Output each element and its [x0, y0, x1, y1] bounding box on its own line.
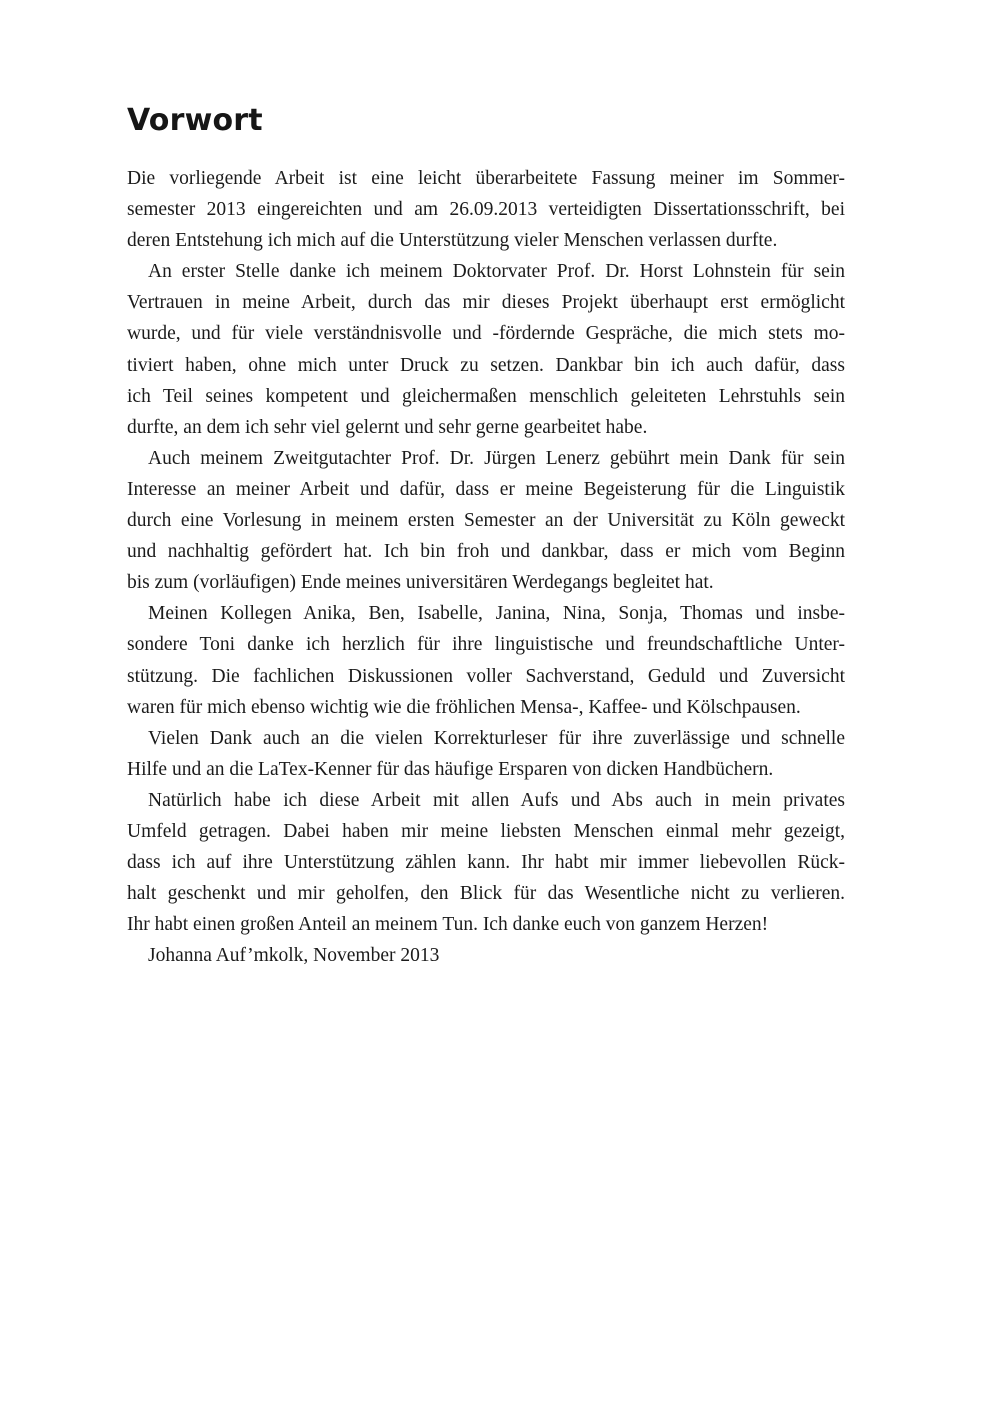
text-line: und nachhaltig gefördert hat. Ich bin froh und dankbar, dass er mich vom Beginn — [127, 541, 845, 563]
text-line: halt geschenkt und mir geholfen, den Blick für das Wesentliche nicht zu verlieren. — [127, 883, 845, 905]
document-body — [127, 163, 845, 971]
text-line: semester 2013 eingereichten und am 26.09.2013 verteidigten Dissertationsschrift, bei — [127, 199, 845, 221]
text-line: Ihr habt einen großen Anteil an meinem Tun. Ich danke euch von ganzem Herzen! — [127, 914, 769, 936]
signature-paragraph — [127, 940, 845, 971]
text-line: Johanna Auf’mkolk, November 2013 — [148, 945, 440, 967]
text-line: durfte, an dem ich sehr viel gelernt und sehr gerne gearbeitet habe. — [127, 416, 648, 438]
text-line: Auch meinem Zweitgutachter Prof. Dr. Jürgen Lenerz gebührt mein Dank für sein — [148, 447, 845, 469]
paragraph — [127, 723, 845, 785]
text-line: wurde, und für viele verständnisvolle und -fördernde Gespräche, die mich stets mo- — [127, 323, 845, 345]
text-line: bis zum (vorläufigen) Ende meines universitären Werdegangs begleitet hat. — [127, 572, 714, 594]
paragraph — [127, 598, 845, 722]
text-line: Hilfe und an die LaTex-Kenner für das häufige Ersparen von dicken Handbüchern. — [127, 758, 774, 780]
text-line: Natürlich habe ich diese Arbeit mit allen Aufs und Abs auch in mein privates — [148, 789, 845, 811]
text-line: Die vorliegende Arbeit ist eine leicht überarbeitete Fassung meiner im Sommer- — [127, 168, 845, 189]
text-line: Interesse an meiner Arbeit und dafür, dass er meine Begeisterung für die Linguistik — [127, 478, 845, 500]
text-line: waren für mich ebenso wichtig wie die fröhlichen Mensa-, Kaffee- und Kölschpausen. — [127, 696, 801, 718]
text-line: ich Teil seines kompetent und gleichermaßen menschlich geleiteten Lehrstuhls sein — [127, 385, 845, 407]
text-line: tiviert haben, ohne mich unter Druck zu setzen. Dankbar bin ich auch dafür, dass — [127, 354, 845, 376]
paragraph — [127, 256, 845, 443]
text-line: Vielen Dank auch an die vielen Korrekturleser für ihre zuverlässige und schnelle — [148, 727, 845, 749]
paragraph — [127, 163, 845, 256]
text-line: sondere Toni danke ich herzlich für ihre linguistische und freundschaftliche Unter- — [127, 634, 845, 656]
text-line: stützung. Die fachlichen Diskussionen voller Sachverstand, Geduld und Zuversicht — [127, 665, 845, 687]
text-line: Vertrauen in meine Arbeit, durch das mir dieses Projekt überhaupt erst ermöglicht — [127, 292, 845, 314]
text-line: An erster Stelle danke ich meinem Doktorvater Prof. Dr. Horst Lohnstein für sein — [148, 261, 845, 283]
text-line: deren Entstehung ich mich auf die Unterstützung vieler Menschen verlassen durfte. — [127, 230, 778, 252]
page-title: Vorwort — [127, 103, 263, 138]
text-line: durch eine Vorlesung in meinem ersten Semester an der Universität zu Köln geweckt — [127, 510, 845, 532]
paragraph — [127, 785, 845, 940]
text-line: dass ich auf ihre Unterstützung zählen kann. Ihr habt mir immer liebevollen Rück- — [127, 852, 845, 874]
paragraph — [127, 443, 845, 598]
text-line: Meinen Kollegen Anika, Ben, Isabelle, Janina, Nina, Sonja, Thomas und insbe- — [148, 603, 845, 625]
text-line: Umfeld getragen. Dabei haben mir meine liebsten Menschen einmal mehr gezeigt, — [127, 820, 845, 842]
